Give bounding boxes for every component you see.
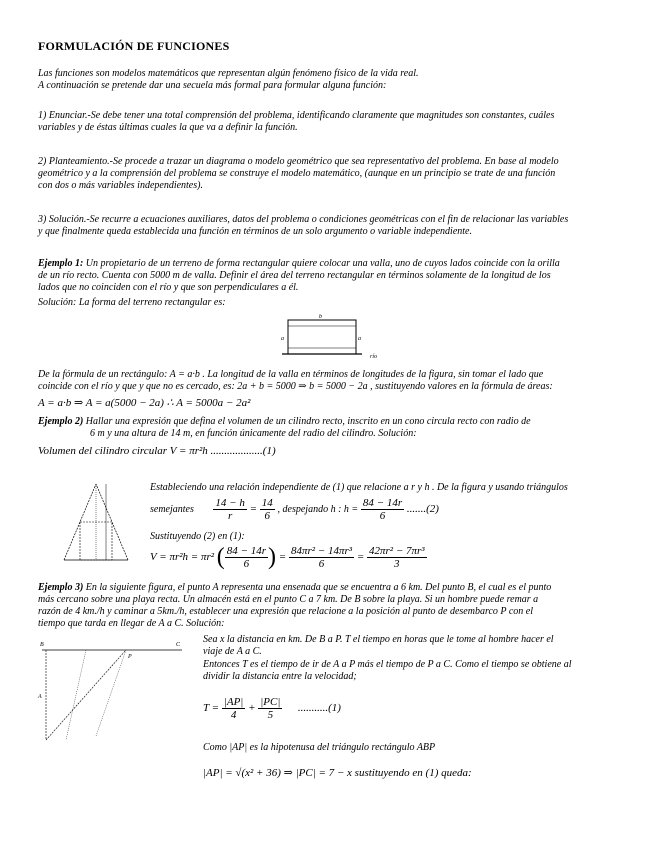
solution-line-1: Sea x la distancia en km. De B a P. T el tiempo en horas que le tome al hombre hacer el [203, 634, 554, 645]
fraction-AP-over-4 [222, 696, 246, 721]
fraction-numerator: 84πr² − 14πr³ [290, 545, 353, 557]
cone-cylinder-diagram [58, 480, 136, 564]
fraction-denominator: r [227, 510, 233, 522]
similar-triangles-equation [150, 497, 439, 522]
fraction-14-minus-h-over-r [213, 497, 246, 522]
substitution-label: Sustituyendo (2) en (1): [150, 531, 245, 542]
example3-line-1 [38, 582, 551, 594]
terrain-rectangle [288, 320, 356, 354]
fraction-numerator: |PC| [260, 696, 281, 708]
step2-line-3: con dos o más variables independientes). [38, 180, 203, 191]
example2-line-1-text: Hallar una expresión que defina el volumen de un cilindro recto, inscrito en un cono circula recto con radio de [83, 416, 531, 427]
fraction-numerator: 14 [261, 497, 273, 509]
line-A-to-P [46, 650, 126, 740]
fraction-numerator: 84 − 14r [362, 497, 403, 509]
fraction-denominator: 6 [379, 510, 386, 522]
equation-ref-2: .......(2) [406, 503, 439, 516]
fraction-denominator: 6 [264, 510, 271, 522]
example1-line-1 [38, 258, 560, 270]
intro-line-2: A continuación se pretende dar una secuela más formal para formular alguna función: [38, 80, 387, 91]
example1-line-1-text: Un propietario de un terreno de forma rectangular quiere colocar una valla, uno de cuyos lados coincide con la orilla [83, 258, 560, 269]
terrain-label-b: b [319, 314, 322, 320]
semejantes-label: semejantes [150, 504, 194, 516]
page-title: FORMULACIÓN DE FUNCIONES [38, 39, 230, 53]
solution-line-2: viaje de A a C. [203, 646, 262, 657]
fraction-denominator: 6 [243, 558, 250, 570]
example1-label: Ejemplo 1: [38, 258, 84, 269]
example3-label: Ejemplo 3) [38, 582, 84, 593]
solution-line-5: Como |AP| es la hipotenusa del triángulo rectángulo ABP [203, 742, 436, 753]
example2-line-1 [38, 416, 531, 428]
step3-line-1: 3) Solución.-Se recurre a ecuaciones auxiliares, datos del problema o condiciones geométricas con el fin de relacionar las variables [38, 214, 569, 225]
equals-sign: = [249, 503, 258, 516]
intro-line-1: Las funciones son modelos matemáticos que representan algún fenómeno físico de la vida real. [38, 68, 419, 79]
terrain-label-river: río [370, 354, 378, 360]
fraction-denominator: 6 [318, 558, 325, 570]
example2-line-3: Volumen del cilindro circular V = πr²h ...................(1) [38, 445, 276, 457]
volume-equation: V = πr²h = πr² ( $\frac{84 - 14r}{6}$ ) = $\frac{\text{84πr² − 14πr³}}{6}$ = $\frac{\text{42πr² − 7πr³}}{3}$ [150, 544, 425, 570]
fraction-expanded [289, 545, 354, 570]
time-lhs: T = [203, 702, 220, 715]
solution-line-3: Entonces T es el tiempo de ir de A a P más el tiempo de P a C. Como el tiempo se obtiene al [203, 659, 572, 670]
equals-sign: = [278, 551, 287, 564]
fraction-h-expression [361, 497, 404, 522]
fraction-PC-over-5 [258, 696, 282, 721]
example1-line-6: A = a·b ⇒ A = a(5000 − 2a) ∴ A = 5000a − 2a² [38, 397, 251, 409]
equals-sign: = [356, 551, 365, 564]
example3-line-1-text: En la siguiente figura, el punto A representa una ensenada que se encuentra a 6 km. Del punto B, el cual es el punto [83, 582, 552, 593]
equation-ref-1: ...........(1) [297, 702, 341, 715]
volume-lhs: V = πr²h = πr² [150, 551, 215, 564]
time-equation [203, 696, 341, 721]
fraction-numerator: 84 − 14r [226, 545, 267, 557]
terrain-label-a-right: a [358, 336, 361, 342]
fraction-numerator: 42πr² − 7πr³ [369, 545, 425, 557]
point-label-C: C [176, 642, 181, 648]
solution-line-4: dividir la distancia entre la velocidad; [203, 671, 357, 682]
step3-line-2: y que finalmente queda establecida una función en términos de un solo argumento o variable independiente. [38, 226, 472, 237]
beach-diagram [36, 636, 188, 744]
step2-line-2: geométrico y a la comprensión del problema se construye el modelo matemático, (aunque en un principio se trate de una función [38, 168, 556, 179]
fraction-14-over-6 [260, 497, 275, 522]
line-B-to-A-offset [66, 650, 86, 740]
terrain-label-a-left: a [281, 336, 284, 342]
fraction-denominator: 5 [267, 709, 274, 721]
despejando-text: , despejando h : h = [277, 504, 359, 516]
example3-line-3: razón de 4 km./h y caminar a 5km./h, establecer una expresión que relacione a la posición al punto de desembarco P con el [38, 606, 533, 617]
point-label-P: P [128, 654, 132, 660]
example1-line-5: coincide con el río y que y que no es cercado, es: 2a + b = 5000 ⇒ b = 5000 − 2a , sustituyendo valores en la fórmula de áreas: [38, 381, 553, 392]
example1-line-2: de un río recto. Cuenta con 5000 m de valla. Definir el área del terreno rectangular en términos solamente de la longitud de los [38, 270, 551, 281]
plus-sign: + [248, 702, 256, 715]
example3-line-2: más cercano sobre una playa recta. Un almacén está en el punto C a 7 km. De B sobre la playa. Si un hombre puede remar a [38, 594, 539, 605]
fraction-denominator: 3 [394, 558, 400, 570]
example3-line-4: tiempo que tarda en llegar de A a C. Solución: [38, 618, 225, 629]
example2-line-2: 6 m y una altura de 14 m, en función únicamente del radio del cilindro. Solución: [90, 428, 417, 439]
fraction-numerator: |AP| [223, 696, 244, 708]
terrain-diagram [278, 314, 388, 366]
line-P-to-A-offset [96, 650, 126, 736]
example1-line-3: lados que no coinciden con el río y que son perpendiculares a él. [38, 282, 299, 293]
example1-solution: Solución: La forma del terreno rectangular es: [38, 297, 226, 308]
point-label-A: A [38, 694, 42, 700]
example2-line-4: Estableciendo una relación independiente de (1) que relacione a r y h . De la figura y usando triángulos [150, 482, 568, 493]
fraction-84-minus-14r-over-6 [225, 545, 268, 570]
fraction-numerator: 14 − h [215, 497, 245, 509]
fraction-simplified [367, 545, 427, 570]
step1-line-1: 1) Enunciar.-Se debe tener una total comprensión del problema, identificando claramente que magnitudes son constantes, cuáles [38, 110, 555, 121]
step2-line-1: 2) Planteamiento.-Se procede a trazar un diagrama o modelo geométrico que sea representativo del problema. En base al modelo [38, 156, 559, 167]
fraction-denominator: 4 [230, 709, 237, 721]
point-label-B: B [40, 642, 44, 648]
step1-line-2: variables y de éstas últimas cuales la que va a definir la función. [38, 122, 298, 133]
solution-line-6: |AP| = √(x² + 36) ⇒ |PC| = 7 − x sustituyendo en (1) queda: [203, 767, 472, 779]
example2-label: Ejemplo 2) [38, 416, 84, 427]
example1-line-4: De la fórmula de un rectángulo: A = a·b . La longitud de la valla en términos de longitudes de la figura, sin tomar el lado que [38, 369, 544, 380]
